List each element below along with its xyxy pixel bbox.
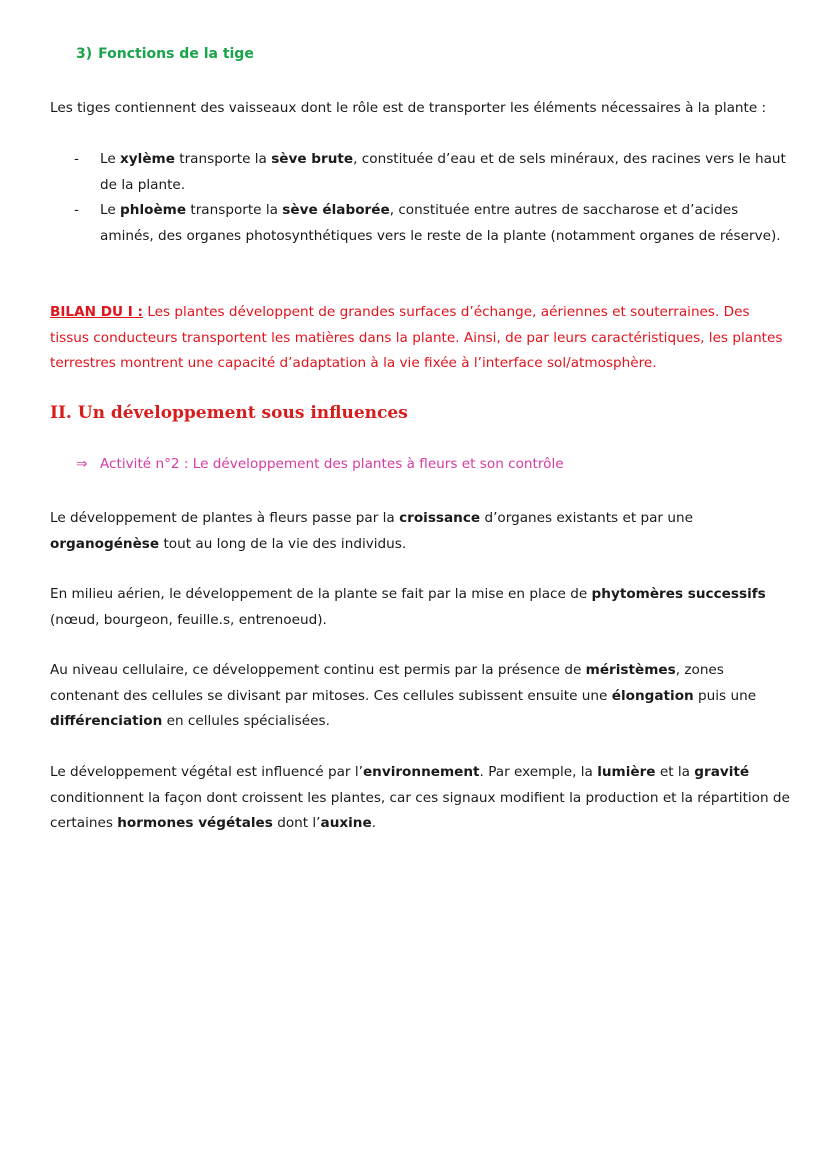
paragraph-growth: Le développement de plantes à fleurs passe par la croissance d’organes existants et par une organogénèse tout au long de la vie des individus. [50,510,693,552]
vessel-list [50,147,790,249]
term-seve-brute: sève brute [271,151,354,167]
section-2-heading: II. Un développement sous influences [50,403,408,423]
section-number: 3) [76,46,93,62]
paragraph-phytomeres: En milieu aérien, le développement de la plante se fait par la mise en place de phytomères successifs (nœud, bourgeon, feuille.s, entrenoeud). [50,586,766,628]
term-xyleme: xylème [120,151,175,167]
bilan-label: BILAN DU I : [50,304,143,320]
paragraph-environment: Le développement végétal est influencé par l’environnement. Par exemple, la lumière et la gravité conditionnent la façon dont croissent les plantes, car ces signaux modifient la production et la répartition de certaines hormones végétales dont l’auxine. [50,764,790,831]
bilan-paragraph [50,300,790,377]
section-title: Fonctions de la tige [98,46,254,62]
paragraph-meristems: Au niveau cellulaire, ce développement continu est permis par la présence de méristèmes, zones contenant des cellules se divisant par mitoses. Ces cellules subissent ensuite une élongation puis une différenciation en cellules spécialisées. [50,662,757,729]
activity-text: Activité n°2 : Le développement des plantes à fleurs et son contrôle [100,456,564,472]
term-phloeme: phloème [120,202,187,218]
list-item: - Le phloème transporte la sève élaborée, constituée entre autres de saccharose et d’acides aminés, des organes photosynthétiques vers le reste de la plante (notamment organes de réserve). [74,202,781,244]
term-seve-elaboree: sève élaborée [282,202,390,218]
activity-line [76,456,564,472]
bilan-text: Les plantes développent de grandes surfaces d’échange, aériennes et souterraines. Des tissus conducteurs transportent les matières dans la plante. Ainsi, de par leurs caractéristiques, les plantes terrestres montrent une capacité d’adaptation à la vie fixée à l’interface sol/atmosphère. [50,304,783,371]
section-3-heading [76,46,254,62]
arrow-icon: ⇒ [76,456,88,472]
list-item: - Le xylème transporte la sève brute, constituée d’eau et de sels minéraux, des racines vers le haut de la plante. [74,151,786,193]
intro-paragraph: Les tiges contiennent des vaisseaux dont le rôle est de transporter les éléments nécessaires à la plante : [50,100,767,116]
